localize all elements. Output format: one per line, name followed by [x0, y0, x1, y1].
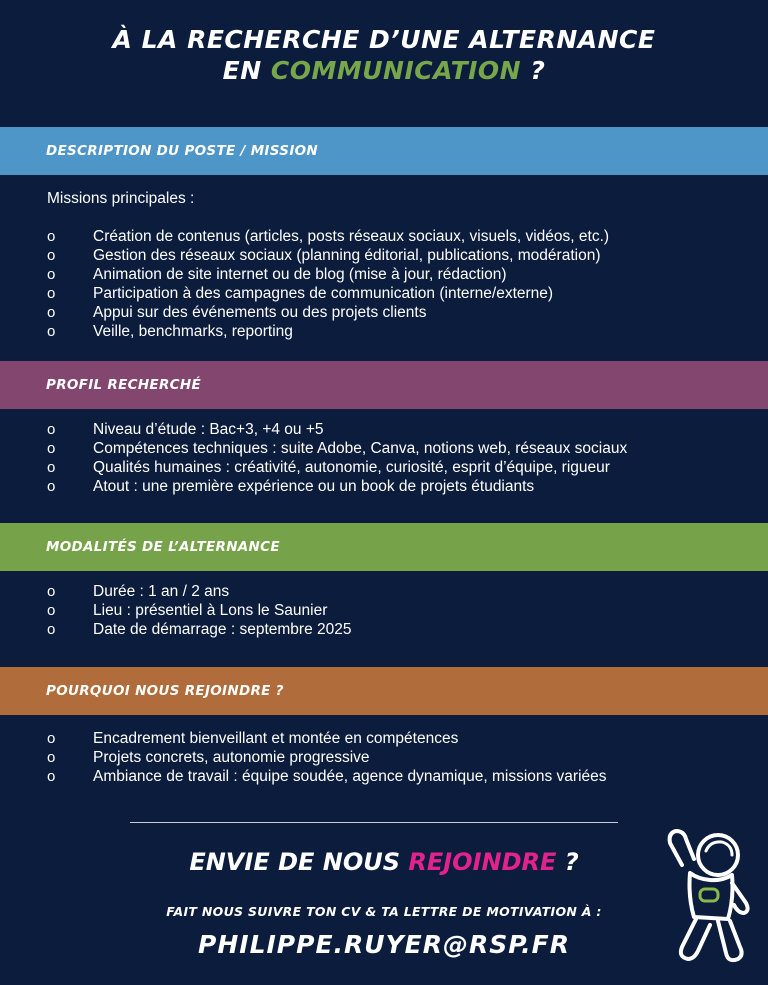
list-item-text: Projets concrets, autonomie progressive [93, 749, 370, 766]
list-item-text: Qualités humaines : créativité, autonomie, curiosité, esprit d’équipe, rigueur [93, 459, 610, 476]
cta-suffix: ? [556, 848, 579, 876]
list-item [0, 420, 768, 439]
list-item [0, 748, 768, 767]
list-item-text: Date de démarrage : septembre 2025 [93, 621, 352, 638]
bullet-marker: o [47, 583, 56, 600]
list-item-text: Animation de site internet ou de blog (mise à jour, rédaction) [93, 266, 507, 283]
list-item [0, 458, 768, 477]
list-item-text: Durée : 1 an / 2 ans [93, 583, 230, 600]
pourquoi-list [0, 729, 768, 786]
section-title: MODALITÉS DE L’ALTERNANCE [46, 539, 280, 555]
title-prefix: EN [222, 56, 271, 85]
list-item [0, 227, 768, 246]
missions-intro: Missions principales : [47, 190, 195, 207]
bullet-marker: o [47, 285, 56, 302]
list-item [0, 620, 768, 639]
bullet-marker: o [47, 247, 56, 264]
list-item-text: Gestion des réseaux sociaux (planning éditorial, publications, modération) [93, 247, 601, 264]
bullet-marker: o [47, 440, 56, 457]
list-item-text: Atout : une première expérience ou un book de projets étudiants [93, 478, 535, 495]
bullet-marker: o [47, 304, 56, 321]
cta-accent: REJOINDRE [408, 848, 557, 876]
section-title: DESCRIPTION DU POSTE / MISSION [46, 143, 319, 159]
bullet-marker: o [47, 478, 56, 495]
cta-instruction: FAIT NOUS SUIVRE TON CV & TA LETTRE DE MOTIVATION À : [166, 904, 602, 919]
astronaut-icon [660, 825, 755, 970]
list-item [0, 477, 768, 496]
list-item-text: Encadrement bienveillant et montée en compétences [93, 730, 459, 747]
section-header-description [0, 127, 768, 175]
list-item-text: Compétences techniques : suite Adobe, Canva, notions web, réseaux sociaux [93, 440, 628, 457]
contact-email-link[interactable]: PHILIPPE.RUYER@RSP.FR [198, 930, 570, 959]
list-item [0, 265, 768, 284]
section-header-pourquoi [0, 667, 768, 715]
list-item-text: Lieu : présentiel à Lons le Saunier [93, 602, 328, 619]
bullet-marker: o [47, 228, 56, 245]
divider [130, 822, 618, 823]
list-item-text: Participation à des campagnes de communication (interne/externe) [93, 285, 554, 302]
list-item [0, 582, 768, 601]
bullet-marker: o [47, 266, 56, 283]
section-title: PROFIL RECHERCHÉ [46, 377, 201, 393]
list-item [0, 767, 768, 786]
page-title-line2 [0, 55, 768, 87]
bullet-marker: o [47, 602, 56, 619]
bullet-marker: o [47, 730, 56, 747]
cta-heading [0, 848, 768, 876]
bullet-marker: o [47, 621, 56, 638]
section-title: POURQUOI NOUS REJOINDRE ? [46, 683, 284, 699]
section-header-profil [0, 361, 768, 409]
list-item-text: Création de contenus (articles, posts réseaux sociaux, visuels, vidéos, etc.) [93, 228, 610, 245]
list-item [0, 729, 768, 748]
cta-prefix: ENVIE DE NOUS [189, 848, 409, 876]
bullet-marker: o [47, 768, 56, 785]
modalites-list [0, 582, 768, 639]
section-header-modalites [0, 523, 768, 571]
list-item [0, 303, 768, 322]
list-item-text: Ambiance de travail : équipe soudée, agence dynamique, missions variées [93, 768, 607, 785]
list-item [0, 439, 768, 458]
list-item [0, 284, 768, 303]
list-item [0, 601, 768, 620]
bullet-marker: o [47, 323, 56, 340]
bullet-marker: o [47, 749, 56, 766]
missions-list [0, 227, 768, 341]
bullet-marker: o [47, 421, 56, 438]
title-suffix: ? [521, 56, 546, 85]
profil-list [0, 420, 768, 496]
title-accent: COMMUNICATION [270, 56, 522, 85]
bullet-marker: o [47, 459, 56, 476]
page-title-line1: À LA RECHERCHE D’UNE ALTERNANCE [112, 25, 656, 54]
list-item-text: Appui sur des événements ou des projets clients [93, 304, 427, 321]
list-item [0, 322, 768, 341]
list-item [0, 246, 768, 265]
list-item-text: Niveau d’étude : Bac+3, +4 ou +5 [93, 421, 324, 438]
list-item-text: Veille, benchmarks, reporting [93, 323, 293, 340]
